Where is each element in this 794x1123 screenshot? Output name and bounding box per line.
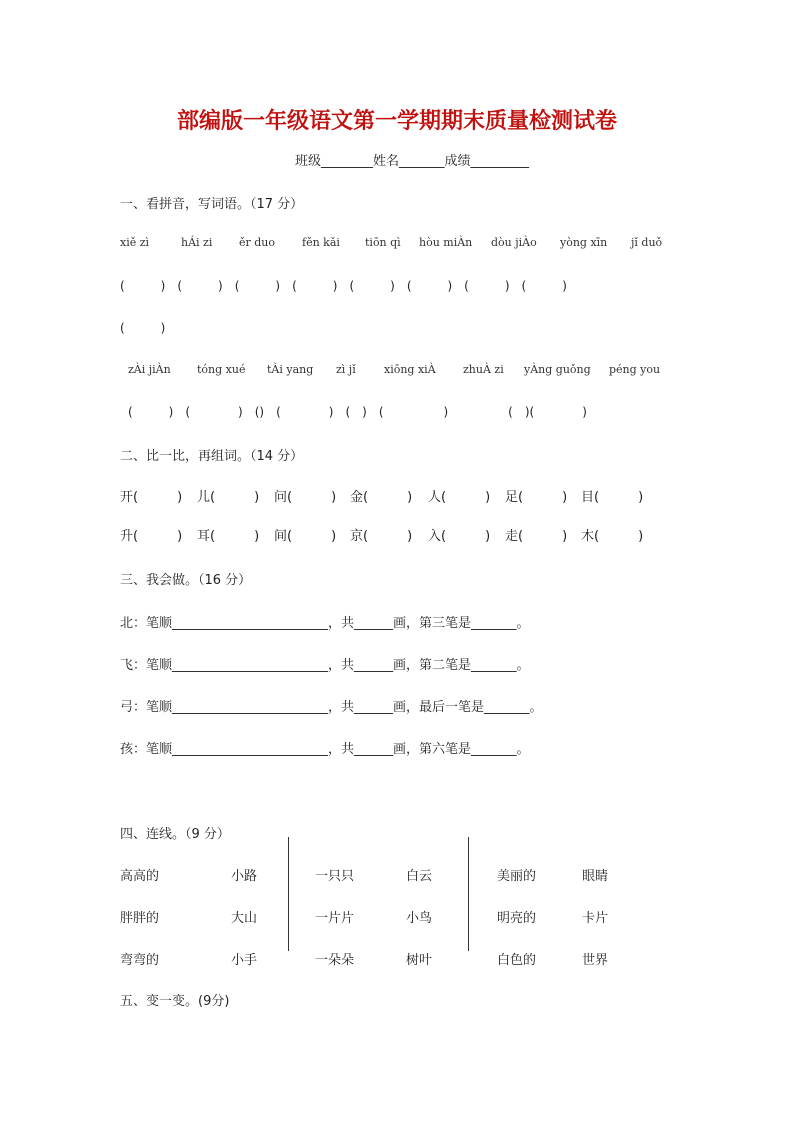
pinyin-item: yòng xīn <box>560 236 608 249</box>
q3-heading: 三、我会做。（16 分） <box>120 573 252 588</box>
match-word: 白云 <box>406 869 433 884</box>
char-compare-item: 足( ) <box>505 490 568 505</box>
match-word: 树叶 <box>406 953 433 968</box>
match-word: 白色的 <box>497 953 537 968</box>
char-compare-item: 问( ) <box>274 490 337 505</box>
match-word: 胖胖的 <box>120 911 160 926</box>
pinyin-item: dòu jiÀo <box>491 236 537 249</box>
match-word: 眼睛 <box>582 869 609 884</box>
page-title: 部编版一年级语文第一学期期末质量检测试卷 <box>176 108 617 134</box>
pinyin-item: xiě zì <box>120 236 150 249</box>
pinyin-item: yÀng guǒng <box>524 363 591 376</box>
pinyin-item: zhuÀ zi <box>463 363 504 376</box>
pinyin-item: jǐ duǒ <box>631 236 663 249</box>
match-word: 一朵朵 <box>315 953 355 968</box>
char-compare-item: 升( ) <box>120 529 183 544</box>
q1-answer-row-1: ( ) ( ) ( ) ( ) ( ) ( ) ( ) ( ) <box>120 279 567 293</box>
char-compare-item: 木( ) <box>581 529 644 544</box>
char-compare-item: 开( ) <box>120 490 183 505</box>
char-compare-item: 入( ) <box>428 529 491 544</box>
stroke-order-line: 弓：笔顺________________________，共______画，最后一笔是_______。 <box>120 700 543 715</box>
pinyin-item: hòu miÀn <box>419 236 473 249</box>
char-compare-item: 间( ) <box>274 529 337 544</box>
char-compare-item: 金( ) <box>350 490 413 505</box>
char-compare-item: 人( ) <box>428 490 491 505</box>
divider-line <box>468 837 469 951</box>
divider-line <box>288 837 289 951</box>
match-word: 一片片 <box>315 911 355 926</box>
match-word: 小路 <box>231 869 258 884</box>
q4-heading: 四、连线。（9 分） <box>120 827 230 842</box>
char-compare-item: 耳( ) <box>197 529 260 544</box>
q1-heading: 一、看拼音，写词语。（17 分） <box>120 197 304 212</box>
stroke-order-line: 北：笔顺________________________，共______画，第三笔是_______。 <box>120 616 530 631</box>
match-word: 美丽的 <box>497 869 537 884</box>
char-compare-item: 儿( ) <box>197 490 260 505</box>
pinyin-item: zì jǐ <box>336 363 356 376</box>
char-compare-item: 走( ) <box>505 529 568 544</box>
match-word: 弯弯的 <box>120 953 160 968</box>
student-info-line: 班级________姓名_______成绩_________ <box>295 154 530 169</box>
char-compare-item: 京( ) <box>350 529 413 544</box>
pinyin-item: péng you <box>609 363 661 376</box>
stroke-order-line: 飞：笔顺________________________，共______画，第二笔是_______。 <box>120 658 530 673</box>
match-word: 卡片 <box>582 911 609 926</box>
pinyin-item: fěn kǎi <box>302 236 340 249</box>
pinyin-item: zÀi jiÀn <box>128 363 171 376</box>
match-word: 大山 <box>231 911 258 926</box>
match-word: 一只只 <box>315 869 355 884</box>
q2-heading: 二、比一比，再组词。（14 分） <box>120 449 304 464</box>
match-word: 高高的 <box>120 869 160 884</box>
pinyin-item: ěr duo <box>239 236 276 249</box>
match-word: 小手 <box>231 953 258 968</box>
pinyin-item: hÁi zi <box>181 236 213 249</box>
pinyin-item: xiōng xiÀ <box>384 363 436 376</box>
match-word: 明亮的 <box>497 911 537 926</box>
q1-answer-row-3: ( ) ( ) () ( ) ( ) ( ) ( )( ) <box>128 405 587 419</box>
match-word: 世界 <box>582 953 609 968</box>
q1-answer-row-2: ( ) <box>120 321 166 335</box>
pinyin-item: tiōn qì <box>365 236 401 249</box>
pinyin-item: tÀi yang <box>267 363 314 376</box>
char-compare-item: 目( ) <box>581 490 644 505</box>
pinyin-item: tóng xué <box>197 363 246 376</box>
q5-heading: 五、变一变。(9分) <box>120 994 230 1009</box>
stroke-order-line: 孩：笔顺________________________，共______画，第六笔是_______。 <box>120 742 530 757</box>
match-word: 小鸟 <box>406 911 433 926</box>
